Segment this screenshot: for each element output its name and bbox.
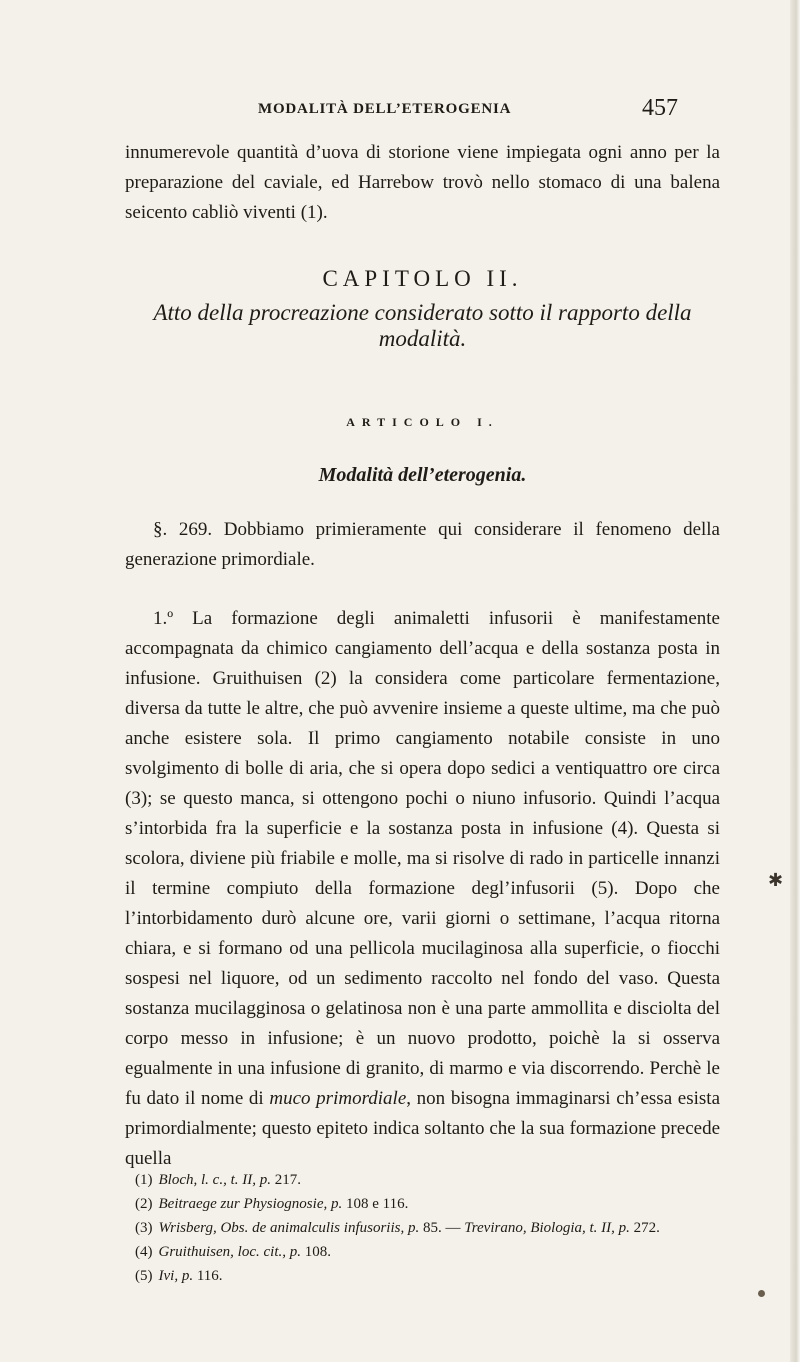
- chapter-label: CAPITOLO II.: [322, 266, 523, 291]
- running-title: MODALITÀ DELL’ETEROGENIA: [258, 101, 512, 117]
- footnote: [125, 1168, 725, 1192]
- running-head: [258, 95, 678, 125]
- footnote-page: 108 e 116.: [342, 1196, 409, 1212]
- page-edge-shadow: [790, 0, 800, 1362]
- footnote: [125, 1264, 725, 1288]
- footnotes: [125, 1168, 725, 1288]
- ink-spot-icon: [758, 1290, 765, 1297]
- footnote-citation-2: Trevirano, Biologia, t. II, p.: [464, 1220, 630, 1236]
- footnote-number: (2): [135, 1196, 153, 1212]
- footnote-number: (1): [135, 1172, 153, 1188]
- footnote-page: 217.: [270, 1172, 301, 1188]
- page-number: 457: [642, 95, 678, 121]
- paragraph-269: §. 269. Dobbiamo primieramente qui considerare il fenomeno della generazione primordiale.: [125, 519, 720, 570]
- paragraph-text-part-1: 1.º La formazione degli animaletti infusorii è manifestamente accompagnata da chimico cangiamento dell’acqua e della sostanza posta in infusione. Gruithuisen (2) la considera come particolare fermentazione, diversa da tutte le altre, che può avvenire insieme a queste ultime, ma che può anche esistere sola. Il primo cangiamento notabile consiste in uno svolgimento di bolle di aria, che si opera dopo sedici a ventiquattro ore circa (3); se questo manca, si ottengono pochi o niuno infusorio. Quindi l’acqua s’intorbida fra la superficie e la sostanza posta in infusione (4). Questa si scolora, diviene più friabile e molle, ma si risolve di rado in particelle innanzi il termine compiuto della formazione degl’infusorii (5). Dopo che l’intorbidamento durò alcune ore, varii giorni o settimane, l’acqua ritorna chiara, e si formano od una pellicola mucilaginosa alla superficie, o fiocchi sospesi nel liquore, od un sedimento raccolto nel fondo del vaso. Questa sostanza mucilagginosa o gelatinosa non è una parte ammollita e disciolta del corpo messo in infusione; è un nuovo prodotto, poichè la si osserva egualmente in una infusione di granito, di marmo e via discorrendo. Perchè le fu dato il nome di: [125, 608, 720, 1109]
- footnote-citation: Gruithuisen, loc. cit., p.: [158, 1244, 301, 1260]
- article-label: ARTICOLO I.: [346, 415, 499, 429]
- footnote-number: (4): [135, 1244, 153, 1260]
- paragraph-emphasis: muco primordiale: [269, 1088, 407, 1109]
- footnote: [125, 1240, 725, 1264]
- footnote-number: (3): [135, 1220, 153, 1236]
- footnote-number: (5): [135, 1268, 153, 1284]
- footnote-page: 116.: [193, 1268, 223, 1284]
- chapter-title: Atto della procreazione considerato sotto il rapporto della modalità.: [153, 300, 692, 351]
- footnote-citation: Bloch, l. c., t. II, p.: [158, 1172, 271, 1188]
- section-title: Modalità dell’eterogenia.: [318, 464, 527, 486]
- footnote-citation: Wrisberg, Obs. de animalculis infusoriis, p.: [158, 1220, 420, 1236]
- footnote-citation: Ivi, p.: [158, 1268, 194, 1284]
- margin-mark-icon: ✱: [768, 870, 784, 890]
- footnote: [125, 1216, 725, 1240]
- paragraph-text-part-2: , non bisogna immaginarsi ch’essa esista primordialmente; questo epiteto indica soltanto che la sua formazione precede quella: [125, 1088, 721, 1169]
- intro-paragraph: innumerevole quantità d’uova di storione viene impiegata ogni anno per la preparazione del caviale, ed Harrebow trovò nello stomaco di una balena seicento cabliò viventi (1).: [125, 142, 720, 223]
- footnote-citation: Beitraege zur Physiognosie, p.: [158, 1196, 343, 1212]
- paragraph-infusorii: [125, 604, 720, 1174]
- footnote-page: 108.: [301, 1244, 331, 1260]
- footnote-page-2: 272.: [629, 1220, 660, 1236]
- footnote-page: 85. —: [419, 1220, 465, 1236]
- footnote: [125, 1192, 725, 1216]
